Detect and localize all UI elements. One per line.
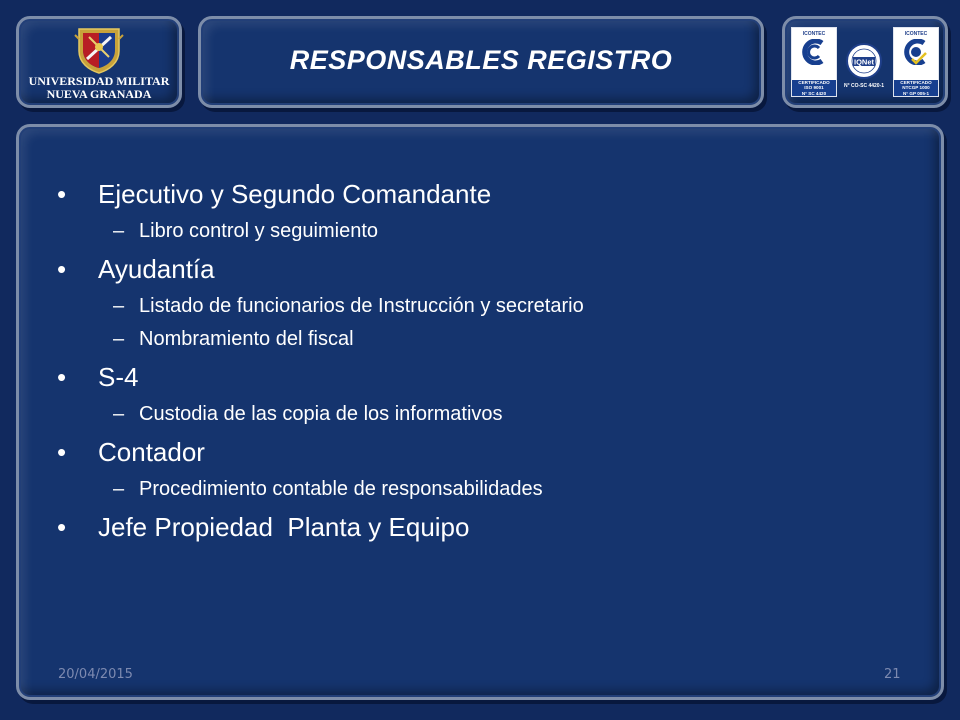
- bullet-dot: •: [57, 179, 67, 209]
- title-panel: [198, 16, 764, 108]
- logo-text-line1: UNIVERSIDAD MILITAR: [28, 74, 170, 88]
- icontec-emblem-icon: [800, 39, 828, 65]
- sub-bullet-item: [57, 327, 584, 351]
- cert-band: [894, 80, 938, 96]
- certification-panel: [782, 16, 948, 108]
- bullet-item: [57, 512, 584, 542]
- bullet-item: [57, 254, 584, 284]
- sub-bullet-item: [57, 219, 584, 243]
- cert-brand: ICONTEC: [904, 31, 928, 37]
- iqnet-certificate-logo: [842, 41, 886, 95]
- sub-bullet-text: Listado de funcionarios de Instrucción y secretario: [139, 295, 584, 317]
- sub-bullet-item: [57, 402, 584, 426]
- icontec-gp-emblem-icon: [902, 39, 930, 65]
- cert-number: N° GP 005-1: [902, 90, 929, 96]
- bullet-dot: •: [57, 254, 67, 284]
- bullet-text: Jefe Propiedad Planta y Equipo: [98, 512, 470, 542]
- logo-text-line2: NUEVA GRANADA: [46, 87, 152, 101]
- cert-standard: ISO 9001: [804, 85, 824, 91]
- university-crest-logo: [71, 25, 127, 75]
- bullet-dot: •: [57, 437, 67, 467]
- sub-bullet-item: [57, 477, 584, 501]
- bullet-item: [57, 362, 584, 392]
- bullet-text: Contador: [98, 437, 205, 467]
- cert-label: CERTIFICADO: [798, 80, 830, 85]
- sub-bullet-dash: –: [113, 403, 125, 425]
- icontec-iso-9001-certificate-logo: [791, 27, 837, 97]
- footer-date: 20/04/2015: [58, 667, 133, 682]
- page-number: 21: [884, 667, 901, 682]
- cert-brand: ICONTEC: [802, 31, 826, 37]
- sub-bullet-text: Procedimiento contable de responsabilidades: [139, 478, 543, 500]
- bullet-dot: •: [57, 512, 67, 542]
- sub-bullet-text: Libro control y seguimiento: [139, 220, 379, 242]
- sub-bullet-dash: –: [113, 295, 125, 317]
- sub-bullet-item: [57, 294, 584, 318]
- sub-bullet-text: Custodia de las copia de los informativos: [139, 403, 503, 425]
- iqnet-emblem-icon: [842, 41, 886, 85]
- cert-label: CERTIFICADO: [900, 80, 932, 85]
- cert-standard: NTCGP 1000: [902, 85, 930, 91]
- sub-bullet-dash: –: [113, 478, 125, 500]
- cert-band: [792, 80, 836, 96]
- sub-bullet-text: Nombramiento del fiscal: [139, 328, 354, 350]
- bullet-text: S-4: [98, 362, 139, 392]
- content-panel: [16, 124, 944, 700]
- iqnet-number: N° CO-SC 4420-1: [843, 83, 885, 89]
- sub-bullet-dash: –: [113, 328, 125, 350]
- sub-bullet-dash: –: [113, 220, 125, 242]
- bullet-item: [57, 179, 584, 209]
- iqnet-text: IQNet: [853, 57, 875, 67]
- bullet-list: [57, 179, 584, 554]
- bullet-text: Ejecutivo y Segundo Comandante: [98, 179, 492, 209]
- bullet-item: [57, 437, 584, 467]
- logo-panel: [16, 16, 182, 108]
- cert-number: N° SC 4420: [801, 90, 827, 96]
- icontec-ntcgp-1000-certificate-logo: [893, 27, 939, 97]
- bullet-dot: •: [57, 362, 67, 392]
- bullet-text: Ayudantía: [98, 254, 215, 284]
- slide-title: RESPONSABLES REGISTRO: [289, 45, 673, 75]
